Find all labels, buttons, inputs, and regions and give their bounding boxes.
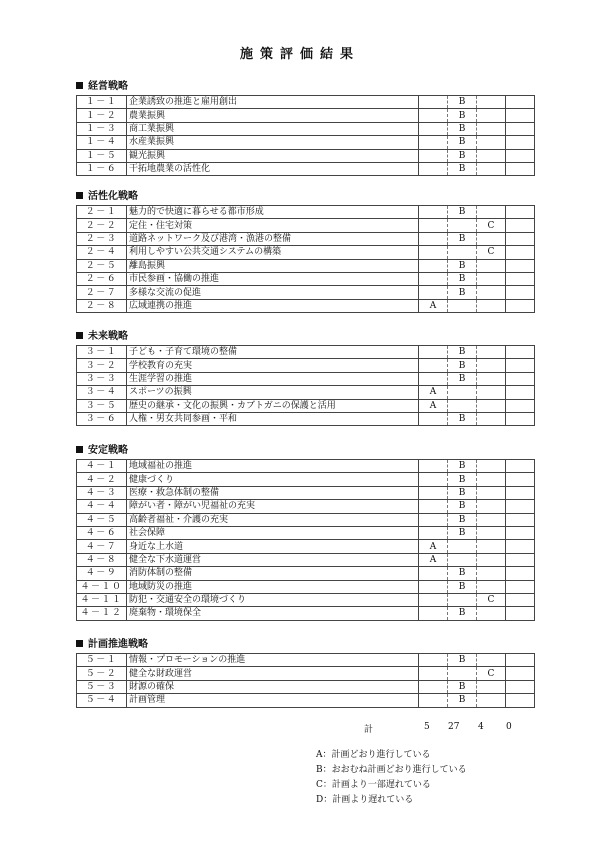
measure-code: ４－１１ bbox=[77, 593, 127, 606]
total-b: 27 bbox=[448, 722, 460, 732]
grade-cell-b: B bbox=[448, 654, 477, 667]
grade-cell-a: A bbox=[419, 553, 448, 566]
table-row bbox=[77, 346, 535, 359]
square-bullet-icon bbox=[76, 192, 83, 199]
square-bullet-icon bbox=[76, 446, 83, 453]
grade-cell-a bbox=[419, 272, 448, 285]
evaluation-table bbox=[76, 459, 535, 621]
grade-cell-c bbox=[477, 473, 506, 486]
measure-name: 道路ネットワーク及び港湾・漁港の整備 bbox=[127, 232, 419, 245]
grade-cell-c bbox=[477, 486, 506, 499]
measure-code: ４－４ bbox=[77, 500, 127, 513]
table-row bbox=[77, 272, 535, 285]
grade-cell-b bbox=[448, 540, 477, 553]
measure-code: ２－８ bbox=[77, 299, 127, 312]
grade-cell-d bbox=[506, 667, 535, 680]
grade-cell-a bbox=[419, 473, 448, 486]
grade-cell-a bbox=[419, 96, 448, 109]
grade-cell-b bbox=[448, 593, 477, 606]
evaluation-table bbox=[76, 205, 535, 313]
table-row bbox=[77, 96, 535, 109]
measure-name: 農業振興 bbox=[127, 109, 419, 122]
measure-code: １－６ bbox=[77, 162, 127, 175]
measure-name: 魅力的で快適に暮らせる都市形成 bbox=[127, 206, 419, 219]
table-row bbox=[77, 580, 535, 593]
grade-cell-b: B bbox=[448, 359, 477, 372]
grade-cell-c: C bbox=[477, 593, 506, 606]
table-row bbox=[77, 526, 535, 539]
grade-cell-c bbox=[477, 232, 506, 245]
table-row bbox=[77, 540, 535, 553]
grade-cell-c bbox=[477, 272, 506, 285]
grade-cell-b: B bbox=[448, 412, 477, 425]
grade-cell-c bbox=[477, 359, 506, 372]
measure-code: ４－５ bbox=[77, 513, 127, 526]
measure-name: 生涯学習の推進 bbox=[127, 372, 419, 385]
grade-cell-a bbox=[419, 567, 448, 580]
table-row bbox=[77, 486, 535, 499]
grade-cell-d bbox=[506, 694, 535, 707]
grade-cell-c bbox=[477, 96, 506, 109]
total-c: 4 bbox=[478, 722, 484, 732]
measure-name: 財源の確保 bbox=[127, 680, 419, 693]
grade-cell-d bbox=[506, 593, 535, 606]
measure-name: 市民参画・協働の推進 bbox=[127, 272, 419, 285]
grade-cell-b: B bbox=[448, 259, 477, 272]
grade-cell-c: C bbox=[477, 219, 506, 232]
grade-cell-d bbox=[506, 540, 535, 553]
measure-code: ４－９ bbox=[77, 567, 127, 580]
measure-name: 学校教育の充実 bbox=[127, 359, 419, 372]
section bbox=[76, 190, 526, 313]
grade-cell-a bbox=[419, 122, 448, 135]
table-row bbox=[77, 567, 535, 580]
measure-code: ３－３ bbox=[77, 372, 127, 385]
section-title-text: 未来戦略 bbox=[88, 331, 128, 342]
grade-cell-d bbox=[506, 122, 535, 135]
measure-code: １－２ bbox=[77, 109, 127, 122]
measure-name: 社会保障 bbox=[127, 526, 419, 539]
grade-cell-c bbox=[477, 162, 506, 175]
grade-cell-d bbox=[506, 580, 535, 593]
evaluation-table bbox=[76, 95, 535, 176]
measure-name: 多様な交流の促進 bbox=[127, 286, 419, 299]
grade-cell-a bbox=[419, 500, 448, 513]
grade-cell-a: A bbox=[419, 399, 448, 412]
grade-cell-d bbox=[506, 553, 535, 566]
measure-name: 商工業振興 bbox=[127, 122, 419, 135]
grade-cell-b: B bbox=[448, 206, 477, 219]
table-row bbox=[77, 246, 535, 259]
table-row bbox=[77, 232, 535, 245]
grade-cell-b: B bbox=[448, 680, 477, 693]
grade-cell-c bbox=[477, 136, 506, 149]
totals-label: 計 bbox=[364, 725, 374, 735]
measure-name: 定住・住宅対策 bbox=[127, 219, 419, 232]
table-row bbox=[77, 473, 535, 486]
measure-code: ２－４ bbox=[77, 246, 127, 259]
table-row bbox=[77, 122, 535, 135]
grade-cell-c bbox=[477, 399, 506, 412]
grade-cell-b: B bbox=[448, 513, 477, 526]
grade-cell-d bbox=[506, 607, 535, 620]
measure-name: 障がい者・障がい児福祉の充実 bbox=[127, 500, 419, 513]
grade-cell-c bbox=[477, 149, 506, 162]
grade-cell-c bbox=[477, 299, 506, 312]
grade-cell-c bbox=[477, 513, 506, 526]
measure-name: 防犯・交通安全の環境づくり bbox=[127, 593, 419, 606]
evaluation-table bbox=[76, 345, 535, 426]
grade-cell-b: B bbox=[448, 272, 477, 285]
grade-cell-a bbox=[419, 346, 448, 359]
section-title-text: 活性化戦略 bbox=[88, 191, 138, 202]
grade-cell-b: B bbox=[448, 286, 477, 299]
table-row bbox=[77, 136, 535, 149]
grade-cell-d bbox=[506, 486, 535, 499]
grade-cell-d bbox=[506, 500, 535, 513]
grade-cell-b: B bbox=[448, 607, 477, 620]
measure-code: ５－３ bbox=[77, 680, 127, 693]
grade-cell-a bbox=[419, 206, 448, 219]
grade-cell-c bbox=[477, 346, 506, 359]
grade-cell-b bbox=[448, 246, 477, 259]
measure-name: 利用しやすい公共交通システムの構築 bbox=[127, 246, 419, 259]
measure-name: 医療・救急体制の整備 bbox=[127, 486, 419, 499]
section-title-text: 安定戦略 bbox=[88, 445, 128, 456]
grade-cell-a bbox=[419, 109, 448, 122]
measure-name: 計画管理 bbox=[127, 694, 419, 707]
measure-code: １－４ bbox=[77, 136, 127, 149]
grade-cell-d bbox=[506, 513, 535, 526]
table-row bbox=[77, 667, 535, 680]
grade-cell-d bbox=[506, 567, 535, 580]
grade-cell-b: B bbox=[448, 526, 477, 539]
table-row bbox=[77, 593, 535, 606]
measure-name: 広域連携の推進 bbox=[127, 299, 419, 312]
measure-name: 地域防災の推進 bbox=[127, 580, 419, 593]
evaluation-table bbox=[76, 653, 535, 708]
measure-name: 情報・プロモーションの推進 bbox=[127, 654, 419, 667]
table-row bbox=[77, 553, 535, 566]
grade-cell-d bbox=[506, 96, 535, 109]
grade-cell-d bbox=[506, 219, 535, 232]
measure-name: 地域福祉の推進 bbox=[127, 460, 419, 473]
table-row bbox=[77, 694, 535, 707]
section-title bbox=[76, 330, 526, 344]
table-row bbox=[77, 286, 535, 299]
measure-code: ２－１ bbox=[77, 206, 127, 219]
grade-cell-d bbox=[506, 460, 535, 473]
grade-cell-c bbox=[477, 122, 506, 135]
section-title-text: 計画推進戦略 bbox=[88, 639, 148, 650]
table-row bbox=[77, 460, 535, 473]
measure-name: 廃棄物・環境保全 bbox=[127, 607, 419, 620]
section-title bbox=[76, 638, 526, 652]
grade-cell-a bbox=[419, 149, 448, 162]
grade-cell-b bbox=[448, 219, 477, 232]
table-row bbox=[77, 372, 535, 385]
grade-cell-c bbox=[477, 109, 506, 122]
grade-cell-a: A bbox=[419, 540, 448, 553]
grade-cell-c bbox=[477, 372, 506, 385]
measure-name: 離島振興 bbox=[127, 259, 419, 272]
grade-cell-b: B bbox=[448, 162, 477, 175]
measure-code: ４－７ bbox=[77, 540, 127, 553]
measure-name: 健全な財政運営 bbox=[127, 667, 419, 680]
grade-cell-a bbox=[419, 232, 448, 245]
grade-cell-b: B bbox=[448, 122, 477, 135]
grade-cell-a bbox=[419, 286, 448, 299]
measure-name: 子ども・子育て環境の整備 bbox=[127, 346, 419, 359]
measure-name: 消防体制の整備 bbox=[127, 567, 419, 580]
grade-cell-c bbox=[477, 540, 506, 553]
grade-cell-a bbox=[419, 136, 448, 149]
table-row bbox=[77, 680, 535, 693]
grade-cell-c bbox=[477, 607, 506, 620]
grade-cell-d bbox=[506, 259, 535, 272]
legend-a: A：計画どおり進行している bbox=[316, 750, 431, 760]
grade-cell-a bbox=[419, 486, 448, 499]
grade-cell-c bbox=[477, 694, 506, 707]
grade-cell-b: B bbox=[448, 136, 477, 149]
measure-code: ４－１２ bbox=[77, 607, 127, 620]
table-row bbox=[77, 607, 535, 620]
grade-cell-a bbox=[419, 372, 448, 385]
grade-cell-d bbox=[506, 149, 535, 162]
grade-cell-d bbox=[506, 286, 535, 299]
grade-cell-d bbox=[506, 232, 535, 245]
grade-cell-c bbox=[477, 553, 506, 566]
measure-name: 歴史の継承・文化の振興・カブトガニの保護と活用 bbox=[127, 399, 419, 412]
measure-name: スポーツの振興 bbox=[127, 386, 419, 399]
measure-code: ３－２ bbox=[77, 359, 127, 372]
grade-cell-a bbox=[419, 667, 448, 680]
grade-cell-d bbox=[506, 372, 535, 385]
grade-cell-c bbox=[477, 206, 506, 219]
legend-c: C：計画より一部遅れている bbox=[316, 780, 431, 790]
measure-name: 水産業振興 bbox=[127, 136, 419, 149]
measure-code: ４－８ bbox=[77, 553, 127, 566]
grade-cell-c bbox=[477, 654, 506, 667]
measure-code: ４－１ bbox=[77, 460, 127, 473]
grade-cell-d bbox=[506, 206, 535, 219]
grade-cell-b: B bbox=[448, 346, 477, 359]
measure-code: ２－５ bbox=[77, 259, 127, 272]
section-title-text: 経営戦略 bbox=[88, 81, 128, 92]
measure-code: ４－３ bbox=[77, 486, 127, 499]
measure-code: ２－２ bbox=[77, 219, 127, 232]
grade-cell-c bbox=[477, 567, 506, 580]
square-bullet-icon bbox=[76, 640, 83, 647]
table-row bbox=[77, 206, 535, 219]
grade-cell-c bbox=[477, 526, 506, 539]
measure-name: 高齢者福祉・介護の充実 bbox=[127, 513, 419, 526]
grade-cell-b: B bbox=[448, 372, 477, 385]
grade-cell-b bbox=[448, 299, 477, 312]
grade-cell-b: B bbox=[448, 567, 477, 580]
grade-cell-a bbox=[419, 412, 448, 425]
measure-code: ３－５ bbox=[77, 399, 127, 412]
grade-cell-a bbox=[419, 654, 448, 667]
grade-cell-b: B bbox=[448, 232, 477, 245]
grade-cell-a: A bbox=[419, 299, 448, 312]
table-row bbox=[77, 513, 535, 526]
section bbox=[76, 444, 526, 621]
grade-cell-d bbox=[506, 359, 535, 372]
table-row bbox=[77, 259, 535, 272]
measure-code: ３－６ bbox=[77, 412, 127, 425]
measure-name: 企業誘致の推進と雇用創出 bbox=[127, 96, 419, 109]
grade-cell-a bbox=[419, 694, 448, 707]
measure-name: 身近な上水道 bbox=[127, 540, 419, 553]
grade-cell-a bbox=[419, 219, 448, 232]
grade-cell-d bbox=[506, 299, 535, 312]
measure-code: ４－６ bbox=[77, 526, 127, 539]
square-bullet-icon bbox=[76, 332, 83, 339]
grade-cell-a bbox=[419, 607, 448, 620]
measure-code: ３－１ bbox=[77, 346, 127, 359]
table-row bbox=[77, 399, 535, 412]
grade-cell-d bbox=[506, 526, 535, 539]
grade-cell-a bbox=[419, 680, 448, 693]
grade-cell-a bbox=[419, 526, 448, 539]
total-d: 0 bbox=[506, 722, 512, 732]
grade-cell-c: C bbox=[477, 246, 506, 259]
grade-cell-d bbox=[506, 136, 535, 149]
table-row bbox=[77, 299, 535, 312]
table-row bbox=[77, 219, 535, 232]
grade-cell-c bbox=[477, 580, 506, 593]
grade-cell-b: B bbox=[448, 149, 477, 162]
measure-code: １－１ bbox=[77, 96, 127, 109]
measure-code: １－３ bbox=[77, 122, 127, 135]
grade-cell-d bbox=[506, 399, 535, 412]
grade-cell-a bbox=[419, 259, 448, 272]
table-row bbox=[77, 109, 535, 122]
grade-cell-d bbox=[506, 473, 535, 486]
legend-b: B：おおむね計画どおり進行している bbox=[316, 765, 467, 775]
grade-cell-b: B bbox=[448, 500, 477, 513]
grade-cell-b: B bbox=[448, 694, 477, 707]
grade-cell-c bbox=[477, 259, 506, 272]
grade-cell-d bbox=[506, 680, 535, 693]
table-row bbox=[77, 412, 535, 425]
measure-code: ４－１０ bbox=[77, 580, 127, 593]
grade-legend bbox=[316, 748, 467, 808]
grade-cell-d bbox=[506, 386, 535, 399]
page-title: 施策評価結果 bbox=[239, 47, 360, 62]
grade-cell-c bbox=[477, 500, 506, 513]
section bbox=[76, 638, 526, 708]
grade-cell-a bbox=[419, 246, 448, 259]
grade-cell-a bbox=[419, 460, 448, 473]
section-title bbox=[76, 190, 526, 204]
grade-cell-c: C bbox=[477, 667, 506, 680]
grade-cell-c bbox=[477, 680, 506, 693]
grade-cell-d bbox=[506, 412, 535, 425]
grade-cell-c bbox=[477, 386, 506, 399]
grade-cell-a bbox=[419, 359, 448, 372]
table-row bbox=[77, 359, 535, 372]
table-row bbox=[77, 654, 535, 667]
table-row bbox=[77, 149, 535, 162]
section-title bbox=[76, 444, 526, 458]
grade-cell-b: B bbox=[448, 109, 477, 122]
grade-cell-d bbox=[506, 109, 535, 122]
grade-cell-d bbox=[506, 346, 535, 359]
measure-name: 健全な下水道運営 bbox=[127, 553, 419, 566]
measure-code: ５－１ bbox=[77, 654, 127, 667]
grade-cell-a bbox=[419, 593, 448, 606]
measure-code: ２－６ bbox=[77, 272, 127, 285]
grade-cell-a bbox=[419, 513, 448, 526]
grade-cell-a: A bbox=[419, 386, 448, 399]
measure-code: ５－２ bbox=[77, 667, 127, 680]
grade-cell-b: B bbox=[448, 460, 477, 473]
measure-code: ２－７ bbox=[77, 286, 127, 299]
table-row bbox=[77, 386, 535, 399]
grade-cell-d bbox=[506, 246, 535, 259]
grade-cell-d bbox=[506, 162, 535, 175]
measure-name: 健康づくり bbox=[127, 473, 419, 486]
measure-code: ４－２ bbox=[77, 473, 127, 486]
grade-cell-c bbox=[477, 286, 506, 299]
grade-cell-a bbox=[419, 580, 448, 593]
grade-cell-b bbox=[448, 399, 477, 412]
grade-cell-b bbox=[448, 386, 477, 399]
measure-code: ５－４ bbox=[77, 694, 127, 707]
grade-cell-b bbox=[448, 667, 477, 680]
section bbox=[76, 80, 526, 176]
table-row bbox=[77, 500, 535, 513]
legend-d: D：計画より遅れている bbox=[316, 795, 414, 805]
section-title bbox=[76, 80, 526, 94]
grade-cell-b: B bbox=[448, 96, 477, 109]
grade-cell-b: B bbox=[448, 473, 477, 486]
grade-cell-d bbox=[506, 654, 535, 667]
measure-name: 人権・男女共同参画・平和 bbox=[127, 412, 419, 425]
measure-code: ３－４ bbox=[77, 386, 127, 399]
measure-code: １－５ bbox=[77, 149, 127, 162]
grade-cell-c bbox=[477, 460, 506, 473]
section bbox=[76, 330, 526, 426]
grade-cell-b bbox=[448, 553, 477, 566]
measure-name: 干拓地農業の活性化 bbox=[127, 162, 419, 175]
measure-code: ２－３ bbox=[77, 232, 127, 245]
grade-cell-a bbox=[419, 162, 448, 175]
grade-cell-b: B bbox=[448, 486, 477, 499]
square-bullet-icon bbox=[76, 82, 83, 89]
grade-cell-b: B bbox=[448, 580, 477, 593]
table-row bbox=[77, 162, 535, 175]
measure-name: 観光振興 bbox=[127, 149, 419, 162]
grade-cell-c bbox=[477, 412, 506, 425]
total-a: 5 bbox=[424, 722, 430, 732]
grade-cell-d bbox=[506, 272, 535, 285]
